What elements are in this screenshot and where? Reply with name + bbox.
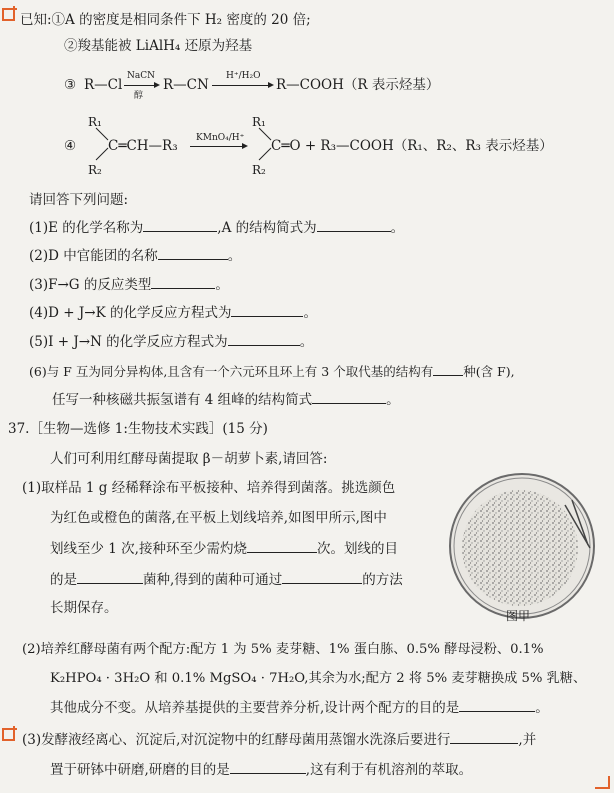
known-line-2: ②羧基能被 LiAlH₄ 还原为羟基	[64, 38, 253, 54]
part-2-line-3	[50, 699, 549, 717]
reaction-3-intermediate: R—CN	[163, 77, 209, 93]
question-6-text-a: (6)与 F 互为同分异构体,且含有一个六元环且环上有 3 个取代基的结构有	[29, 364, 434, 379]
reaction-3-number: ③	[64, 77, 77, 93]
reaction-3-reagent-top: NaCN	[127, 71, 156, 81]
reaction-4-products: C═O + R₃—COOH（R₁、R₂、R₃ 表示烃基）	[271, 138, 553, 154]
part-1-line-5: 长期保存。	[50, 600, 118, 616]
part-3-line-1-b: ,并	[518, 732, 537, 748]
questions-prompt: 请回答下列问题:	[29, 192, 129, 208]
question-6-text-d: 。	[386, 392, 400, 408]
reaction-3-condition: H⁺/H₂O	[226, 71, 261, 81]
question-5-text-b: 。	[299, 334, 314, 350]
part-2-line-3-a: 其他成分不变。从培养基提供的主要营养分析,设计两个配方的目的是	[50, 700, 460, 716]
part-3-line-1-a: (3)发酵液经离心、沉淀后,对沉淀物中的红酵母菌用蒸馏水洗涤后要进行	[22, 732, 451, 748]
part-1-line-1: (1)取样品 1 g 经稀释涂布平板接种、培养得到菌落。挑选颜色	[22, 480, 396, 496]
question-4-text-b: 。	[303, 305, 317, 321]
reaction-4-r2-left: R₂	[88, 163, 102, 177]
question-2-text-a: (2)D 中官能团的名称	[29, 248, 158, 264]
part-2-line-3-b: 。	[535, 700, 549, 716]
reaction-4-number: ④	[64, 138, 77, 154]
part-1-line-4-a: 的是	[50, 572, 77, 588]
reaction-3-product: R—COOH（R 表示烃基）	[276, 77, 440, 93]
section-37-header: 37.［生物—选修 1:生物技术实践］(15 分)	[8, 421, 268, 437]
figure-caption: 图甲	[506, 609, 531, 623]
part-1-line-2: 为红色或橙色的菌落,在平板上划线培养,如图甲所示,图中	[50, 510, 387, 526]
part-2-line-2: K₂HPO₄ · 3H₂O 和 0.1% MgSO₄ · 7H₂O,其余为水;配方 2 将 5% 麦芽糖换成 5% 乳糖、	[50, 671, 587, 686]
question-4-text-a: (4)D + J→K 的化学反应方程式为	[29, 305, 232, 321]
reaction-3-reagent-bottom: 醇	[134, 91, 144, 101]
reaction-4-r2-right: R₂	[252, 163, 266, 177]
reaction-3-reactant: R—Cl	[84, 77, 123, 93]
question-5-text-a: (5)I + J→N 的化学反应方程式为	[29, 334, 228, 350]
reaction-4-r1-left: R₁	[88, 115, 102, 129]
question-6-text-b: 种(含 F),	[463, 364, 515, 379]
question-1-text-b: ,A 的结构简式为	[217, 220, 317, 236]
answer-blank-37-2[interactable]	[459, 699, 535, 712]
question-2-text-b: 。	[227, 248, 242, 264]
reaction-4-r1-right: R₁	[252, 115, 266, 129]
part-2-line-1: (2)培养红酵母菌有两个配方:配方 1 为 5% 麦芽糖、1% 蛋白胨、0.5% 酵母浸粉、0.1%	[22, 642, 544, 657]
answer-blank-37-3a[interactable]	[450, 731, 518, 744]
question-3-text-a: (3)F→G 的反应类型	[29, 277, 152, 293]
question-1-text-c: 。	[390, 220, 405, 236]
part-1-line-4-c: 的方法	[362, 572, 403, 588]
part-1-line-4-b: 菌种,得到的菌种可通过	[143, 572, 283, 588]
part-3-line-1	[22, 731, 536, 749]
section-37-intro: 人们可利用红酵母菌提取 β－胡萝卜素,请回答:	[50, 451, 328, 467]
part-3-line-2	[50, 761, 472, 779]
reaction-4-reactant: C═CH—R₃	[108, 138, 178, 154]
question-1-text-a: (1)E 的化学名称为	[29, 220, 144, 236]
part-3-line-2-b: ,这有利于有机溶剂的萃取。	[305, 762, 473, 778]
answer-blank-37-3b[interactable]	[230, 761, 306, 774]
reaction-4-condition: KMnO₄/H⁺	[196, 133, 245, 143]
known-line-1: 已知:①A 的密度是相同条件下 H₂ 密度的 20 倍;	[20, 12, 311, 28]
part-3-line-2-a: 置于研钵中研磨,研磨的目的是	[50, 762, 230, 778]
part-1-line-3-a: 划线至少 1 次,接种环至少需灼烧	[50, 541, 247, 557]
question-6-text-c: 任写一种核磁共振氢谱有 4 组峰的结构简式	[52, 392, 313, 408]
part-1-line-3-b: 次。划线的目	[316, 541, 398, 557]
question-3-text-b: 。	[215, 277, 229, 293]
